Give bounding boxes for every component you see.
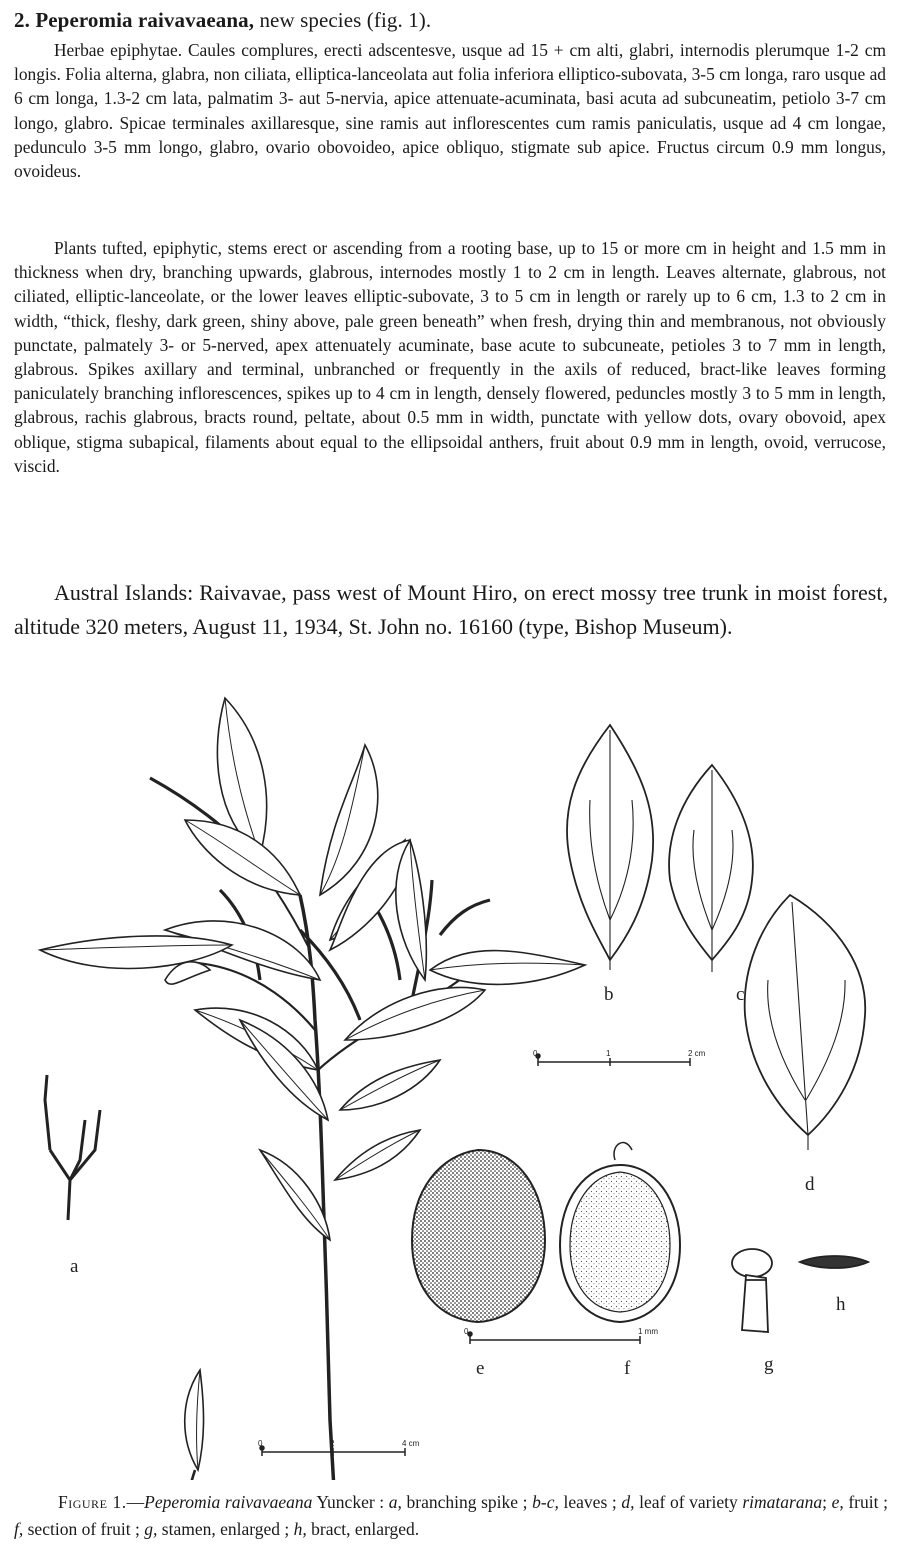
label-b: b (604, 984, 614, 1005)
leaves-scale-mid: 1 (606, 1049, 611, 1058)
label-g: g (764, 1354, 774, 1375)
caption-f-text: section of fruit ; (23, 1519, 145, 1539)
locality-paragraph (14, 576, 888, 643)
caption-e-sep: ; (822, 1492, 832, 1512)
species-number: 2. (14, 8, 30, 32)
caption-d-text: leaf of variety (634, 1492, 743, 1512)
figure-e-fruit (412, 1150, 545, 1322)
label-c: c (736, 984, 745, 1005)
english-description (14, 236, 886, 478)
caption-d-letter: d, (621, 1492, 635, 1512)
fruit-scale-bar (468, 1332, 640, 1344)
plant-leaves (40, 698, 585, 1480)
caption-dash: — (126, 1492, 145, 1512)
label-d: d (805, 1174, 815, 1195)
species-heading (14, 6, 431, 34)
caption-g-text: stamen, enlarged ; (157, 1519, 294, 1539)
figure-caption (14, 1489, 888, 1543)
leaves-scale-end: 2 cm (688, 1049, 706, 1058)
caption-e-letter: e, (831, 1492, 844, 1512)
plant-scale-start: 0 (258, 1439, 263, 1448)
fruit-scale-start: 0 (464, 1327, 469, 1336)
fruit-scale-end: 1 mm (638, 1327, 658, 1336)
figure-c-leaf (669, 765, 753, 972)
latin-description-text: Herbae epiphytae. Caules complures, erecti adscentesve, usque ad 15 + cm alti, glabri, internodis plerumque 1-2 cm longis. Folia alterna, glabra, non ciliata, elliptica-lanceolata aut folia inferiora elliptico-subovata, 3-5 cm longa, raro usque ad 6 cm longa, 1.3-2 cm lata, palmatim 3- aut 5-nervia, apice attenuate-acuminata, basi acuta ad subcuneatim, petiolo 3-7 cm longo, glabro. Spicae terminales axillaresque, sine ramis aut inflorescentes cum ramis paniculatis, usque ad 4 cm longae, pedunculo 3-5 mm longo, glabro, ovario obovoideo, apice obliquo, stigmate sub apice. Fructus circum 0.9 mm longus, ovoideus. (14, 40, 886, 182)
caption-author: Yuncker : (312, 1492, 389, 1512)
figure-drawing (0, 680, 900, 1480)
label-e: e (476, 1358, 485, 1379)
botanical-figure (0, 680, 900, 1480)
caption-h-text: bract, enlarged. (306, 1519, 420, 1539)
heading-rest: new species (fig. 1). (259, 8, 432, 32)
lower-branch (184, 1470, 345, 1480)
caption-species: Peperomia raivavaeana (144, 1492, 313, 1512)
caption-a-letter: a, (388, 1492, 402, 1512)
leaves-scale-start: 0 (533, 1049, 538, 1058)
caption-e-text: fruit ; (843, 1492, 888, 1512)
label-a: a (70, 1256, 79, 1277)
caption-variety: rimatarana (742, 1492, 823, 1512)
label-f: f (624, 1358, 631, 1379)
figure-g-stamen (732, 1249, 772, 1332)
caption-a-text: branching spike ; (401, 1492, 533, 1512)
caption-figure-label: Figure 1. (58, 1492, 127, 1512)
caption-f-letter: f, (14, 1519, 24, 1539)
caption-bc-text: leaves ; (558, 1492, 622, 1512)
figure-d-leaf (745, 895, 866, 1150)
locality-text: Austral Islands: Raivavae, pass west of Mount Hiro, on erect mossy tree trunk in moist forest, altitude 320 meters, August 11, 1934, St. John no. 16160 (type, Bishop Museum). (14, 580, 888, 639)
plant-spikes (150, 778, 490, 1020)
latin-description (14, 38, 886, 183)
caption-h-letter: h, (293, 1519, 307, 1539)
figure-b-leaf (567, 725, 653, 970)
figure-f-fruit-section (560, 1143, 680, 1322)
english-description-text: Plants tufted, epiphytic, stems erect or ascending from a rooting base, up to 15 or more cm in height and 1.5 mm in thickness when dry, branching upwards, glabrous, internodes mostly 1 to 2 cm in length. Leaves alternate, glabrous, not ciliated, elliptic-lanceolate, or the lower leaves elliptic-subovate, 3 to 5 cm in length or rarely up to 6 cm, 1.3 to 2 cm in width, “thick, fleshy, dark green, shiny above, pale green beneath” when fresh, drying thin and membranous, not obviously punctate, palmately 3- or 5-nerved, apex attenuately acuminate, base acute to subcuneate, petioles 3 to 7 mm in length, glabrous. Spikes axillary and terminal, unbranched or frequently in the axils of reduced, bract-like leaves forming paniculately branching inflorescences, spikes up to 4 cm in length, densely flowered, peduncles mostly 3 to 5 mm in length, glabrous, rachis glabrous, bracts round, peltate, about 0.5 mm in width, punctate with yellow dots, ovary obovoid, apex oblique, stigma subapical, filaments about equal to the ellipsoidal anthers, fruit about 0.9 mm in length, ovoid, verrucose, viscid. (14, 238, 886, 476)
plant-scale-end: 4 cm (402, 1439, 420, 1448)
species-name: Peperomia raivavaeana, (35, 8, 255, 32)
leaves-scale-bar (536, 1054, 690, 1066)
figure-h-bract (800, 1256, 868, 1268)
caption-g-letter: g, (144, 1519, 158, 1539)
label-h: h (836, 1294, 846, 1315)
caption-bc-letter: b-c, (532, 1492, 559, 1512)
figure-a-branching-spike (45, 1075, 100, 1220)
plant-scale-mid: 2 (330, 1439, 335, 1448)
main-plant-drawing (40, 698, 585, 1480)
